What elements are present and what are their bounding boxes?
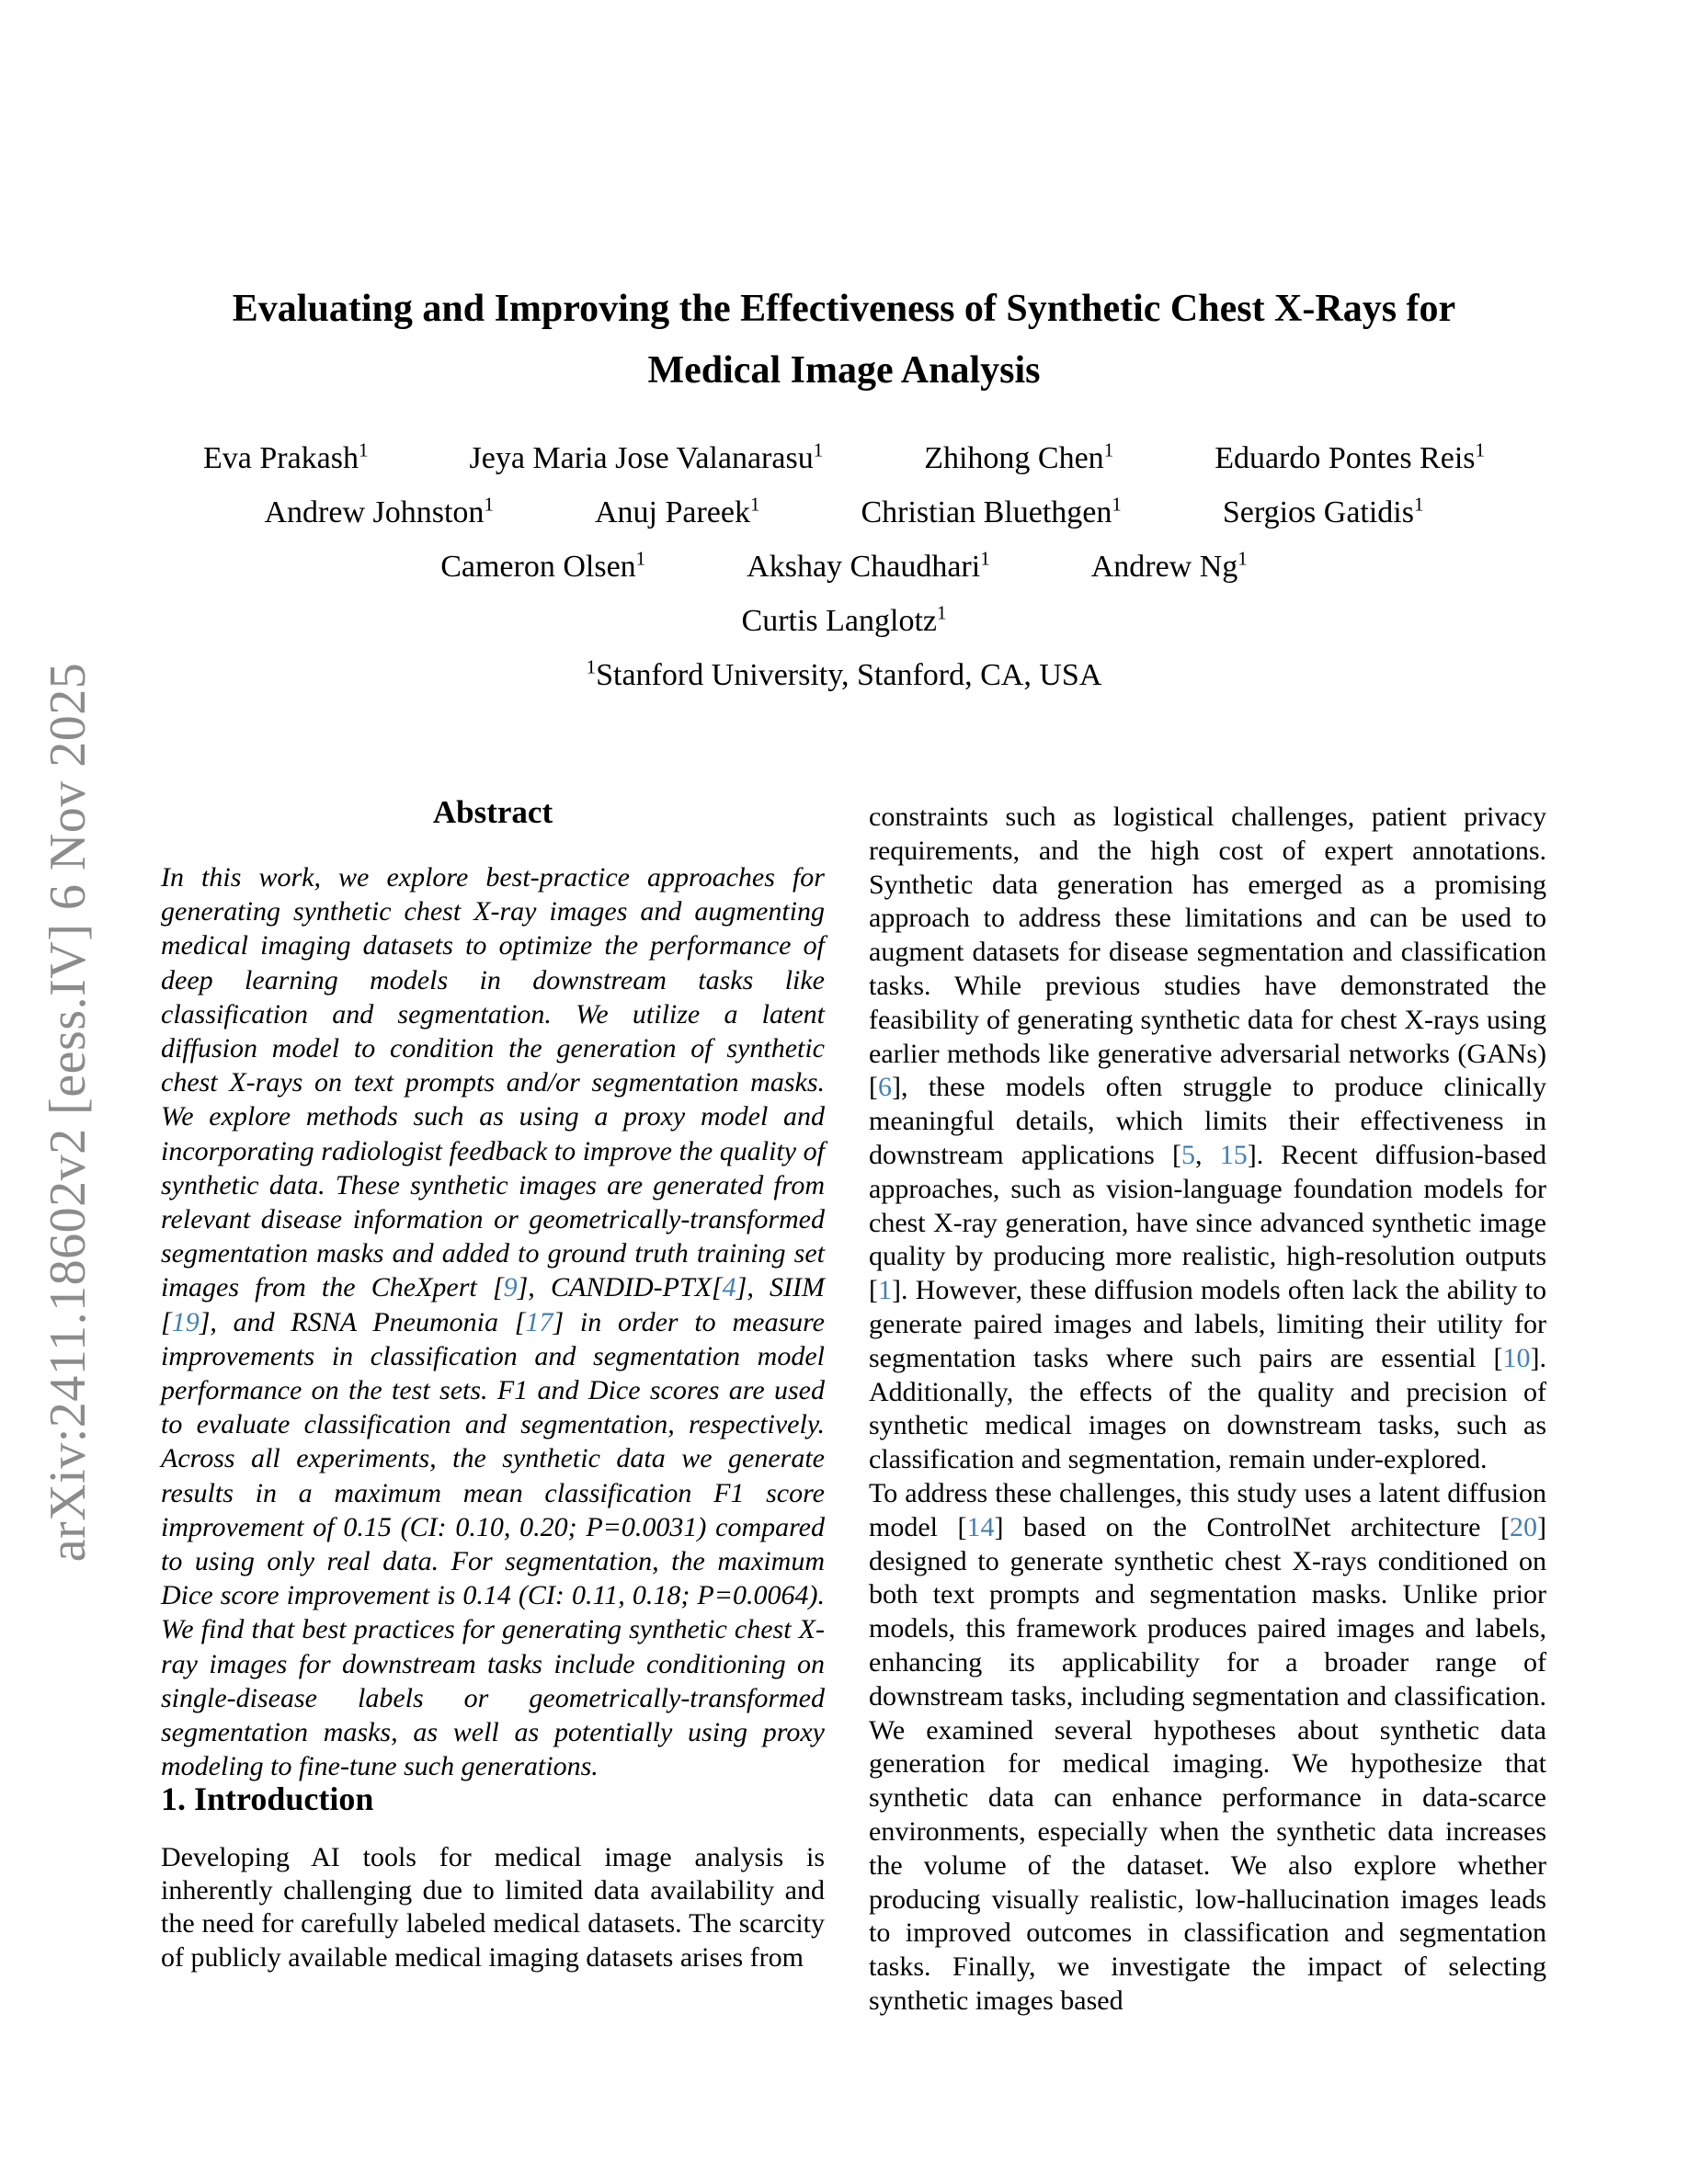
author-name: Curtis Langlotz$^1$	[741, 601, 947, 638]
author-name: Sergios Gatidis$^1$	[1222, 493, 1424, 529]
author-name: Jeya Maria Jose Valanarasu$^1$	[469, 438, 824, 475]
citation-link[interactable]: 20	[1510, 1511, 1537, 1542]
abstract-text: In this work, we explore best-practice approaches for generating synthetic chest X-ray images and augmenting medical imaging datasets to optimize the performance of deep learning models in downstream tasks like classification and segmentation. We utilize a latent diffusion model to condition the generation of synthetic chest X-rays on text prompts and/or segmentation masks. We explore methods such as using a proxy model and incorporating radiologist feedback to improve the quality of synthetic data. These synthetic images are generated from relevant disease information or geometrically-transformed segmentation masks and added to ground truth training set images from the CheXpert [9], CANDID-PTX[4], SIIM [19], and RSNA Pneumonia [17] in order to measure improvements in classification and segmentation model performance on the test sets. F1 and Dice scores are used to evaluate classification and segmentation, respectively. Across all experiments, the synthetic data we generate results in a maximum mean classification F1 score improvement of 0.15 (CI: 0.10, 0.20; P=0.0031) compared to using only real data. For segmentation, the maximum Dice score improvement is 0.14 (CI: 0.11, 0.18; P=0.0064). We find that best practices for generating synthetic chest X-ray images for downstream tasks include conditioning on single-disease labels or geometrically-transformed segmentation masks, as well as potentially using proxy modeling to fine-tune such generations.	[161, 862, 825, 1782]
author-name: Eduardo Pontes Reis$^1$	[1215, 438, 1485, 475]
citation-link[interactable]: 10	[1502, 1342, 1531, 1373]
author-name: Anuj Pareek$^1$	[594, 493, 760, 529]
paper-title	[0, 279, 1688, 402]
author-affiliation-marker: 1	[1475, 438, 1485, 461]
author-block	[0, 438, 1688, 693]
body-paragraph: constraints such as logistical challenges, patient privacy requirements, and the high cost of expert annotations. Synthetic data generation has emerged as a promising approach to address these limitations and can be used to augment datasets for disease segmentation and classification tasks. While previous studies have demonstrated the feasibility of generating synthetic data for chest X-rays using earlier methods like generative adversarial networks (GANs) [6], these models often struggle to produce clinically meaningful details, which limits their effectiveness in downstream applications [5, 15]. Recent diffusion-based approaches, such as vision-language foundation models for chest X-ray generation, have since advanced synthetic image quality by producing more realistic, high-resolution outputs [1]. However, these diffusion models often lack the ability to generate paired images and labels, limiting their utility for segmentation tasks where such pairs are essential [10]. Additionally, the effects of the quality and precision of synthetic medical images on downstream tasks, such as classification and segmentation, remain under-explored.	[869, 802, 1546, 1475]
author-name: Andrew Johnston$^1$	[264, 493, 494, 529]
body-paragraph: To address these challenges, this study uses a latent diffusion model [14] based on the ControlNet architecture [20] designed to generate synthetic chest X-rays conditioned on both text prompts and segmentation masks. Unlike prior models, this framework produces paired images and labels, enhancing its applicability for a broader range of downstream tasks, including segmentation and classification. We examined several hypotheses about synthetic data generation for medical imaging. We hypothesize that synthetic data can enhance performance in data-scarce environments, especially when the synthetic data increases the volume of the dataset. We also explore whether producing visually realistic, low-hallucination images leads to improved outcomes in classification and segmentation tasks. Finally, we investigate the impact of selecting synthetic images based	[869, 1477, 1546, 2016]
citation-link[interactable]: 9	[503, 1272, 518, 1303]
author-affiliation-marker: 1	[484, 493, 494, 516]
author-name: Akshay Chaudhari$^1$	[747, 547, 990, 584]
author-row	[0, 495, 1688, 530]
author-affiliation-marker: 1	[936, 601, 947, 624]
author-affiliation-marker: 1	[635, 547, 646, 570]
paper-title-line-1: Evaluating and Improving the Effectiveness of Synthetic Chest X-Rays for	[232, 288, 1456, 330]
citation-link[interactable]: 4	[722, 1272, 736, 1303]
affiliation-superscript: 1	[586, 655, 597, 678]
author-name: Cameron Olsen$^1$	[440, 547, 646, 584]
section-heading-introduction: 1. Introduction	[161, 1780, 374, 1817]
author-affiliation-marker: 1	[1112, 493, 1122, 516]
right-column	[869, 801, 1546, 2019]
citation-link[interactable]: 15	[1219, 1139, 1248, 1170]
affiliation	[0, 655, 1688, 693]
abstract-heading: Abstract	[432, 794, 553, 830]
citation-link[interactable]: 14	[966, 1511, 995, 1542]
citation-link[interactable]: 17	[525, 1306, 553, 1337]
paper-title-line-2: Medical Image Analysis	[647, 349, 1041, 392]
author-row	[0, 438, 1688, 476]
author-affiliation-marker: 1	[359, 438, 369, 461]
author-affiliation-marker: 1	[813, 438, 824, 461]
author-name: Eva Prakash$^1$	[203, 438, 369, 475]
author-rows	[0, 438, 1688, 639]
introduction-paragraph: Developing AI tools for medical image analysis is inherently challenging due to limited data availability and the need for carefully labeled medical datasets. The scarcity of publicly available medical imaging datasets arises from	[161, 1842, 825, 1973]
author-affiliation-marker: 1	[749, 493, 760, 516]
arxiv-watermark: arXiv:2411.18602v2 [eess.IV] 6 Nov 2025	[40, 662, 97, 1563]
author-name: Andrew Ng$^1$	[1090, 547, 1248, 584]
author-affiliation-marker: 1	[1237, 547, 1248, 570]
citation-link[interactable]: 5	[1181, 1139, 1195, 1170]
author-affiliation-marker: 1	[1103, 438, 1114, 461]
citation-link[interactable]: 19	[171, 1306, 200, 1337]
author-name: Zhihong Chen$^1$	[924, 438, 1114, 475]
author-row	[0, 601, 1688, 639]
author-affiliation-marker: 1	[980, 547, 990, 570]
citation-link[interactable]: 1	[878, 1275, 892, 1306]
affiliation-text: Stanford University, Stanford, CA, USA	[596, 658, 1102, 692]
author-row	[0, 547, 1688, 585]
citation-link[interactable]: 6	[878, 1072, 892, 1103]
author-affiliation-marker: 1	[1413, 493, 1424, 516]
author-name: Christian Bluethgen$^1$	[861, 493, 1122, 529]
